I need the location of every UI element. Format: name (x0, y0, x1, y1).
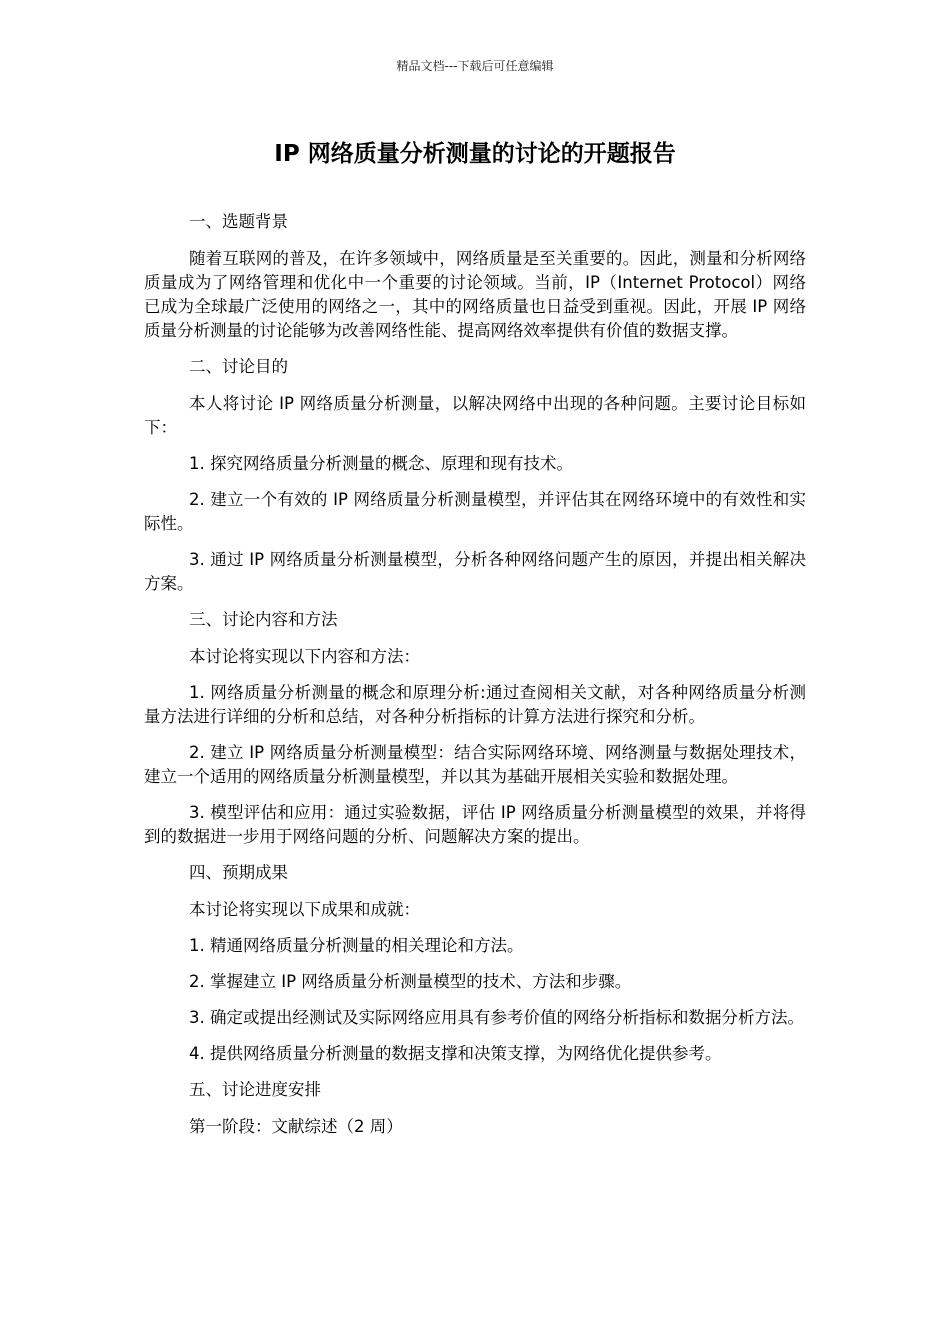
schedule-item-1: 第一阶段：文献综述（2 周） (189, 1117, 403, 1136)
content-item-3: 3. 模型评估和应用：通过实验数据，评估 IP 网络质量分析测量模型的效果，并将得到的数据进一步用于网络问题的分析、问题解决方案的提出。 (144, 803, 806, 846)
paragraph-results-intro: 本讨论将实现以下成果和成就： (189, 900, 420, 919)
purpose-item-3: 3. 通过 IP 网络质量分析测量模型，分析各种网络问题产生的原因，并提出相关解决方案。 (144, 550, 806, 593)
purpose-item-2: 2. 建立一个有效的 IP 网络质量分析测量模型，并评估其在网络环境中的有效性和实际性。 (144, 490, 806, 533)
section-heading-expected-results: 四、预期成果 (189, 863, 288, 882)
section-heading-purpose: 二、讨论目的 (189, 357, 288, 376)
paragraph-purpose-intro: 本人将讨论 IP 网络质量分析测量，以解决网络中出现的各种问题。主要讨论目标如下： (144, 394, 806, 437)
result-item-4: 4. 提供网络质量分析测量的数据支撑和决策支撑，为网络优化提供参考。 (189, 1044, 722, 1063)
result-item-1: 1. 精通网络质量分析测量的相关理论和方法。 (189, 936, 524, 955)
header-note: 精品文档---下载后可任意编辑 (396, 59, 554, 73)
result-item-3: 3. 确定或提出经测试及实际网络应用具有参考价值的网络分析指标和数据分析方法。 (189, 1008, 804, 1027)
section-heading-content-method: 三、讨论内容和方法 (189, 610, 338, 629)
result-item-2: 2. 掌握建立 IP 网络质量分析测量模型的技术、方法和步骤。 (189, 972, 632, 991)
paragraph-background: 随着互联网的普及，在许多领域中，网络质量是至关重要的。因此，测量和分析网络质量成为了网络管理和优化中一个重要的讨论领域。当前，IP（Internet Protocol）网络已成为全球最广泛使用的网络之一，其中的网络质量也日益受到重视。因此，开展 IP 网络质量分析测量的讨论能够为改善网络性能、提高网络效率提供有价值的数据支撑。 (144, 249, 806, 340)
content-item-2: 2. 建立 IP 网络质量分析测量模型：结合实际网络环境、网络测量与数据处理技术，建立一个适用的网络质量分析测量模型，并以其为基础开展相关实验和数据处理。 (144, 743, 806, 786)
section-heading-background: 一、选题背景 (189, 212, 288, 231)
paragraph-content-intro: 本讨论将实现以下内容和方法： (189, 647, 420, 666)
document-body (144, 210, 806, 1151)
document-title: IP 网络质量分析测量的讨论的开题报告 (274, 141, 676, 167)
section-heading-schedule: 五、讨论进度安排 (189, 1080, 321, 1099)
purpose-item-1: 1. 探究网络质量分析测量的概念、原理和现有技术。 (189, 454, 573, 473)
content-item-1: 1. 网络质量分析测量的概念和原理分析:通过查阅相关文献，对各种网络质量分析测量方法进行详细的分析和总结，对各种分析指标的计算方法进行探究和分析。 (144, 683, 806, 726)
